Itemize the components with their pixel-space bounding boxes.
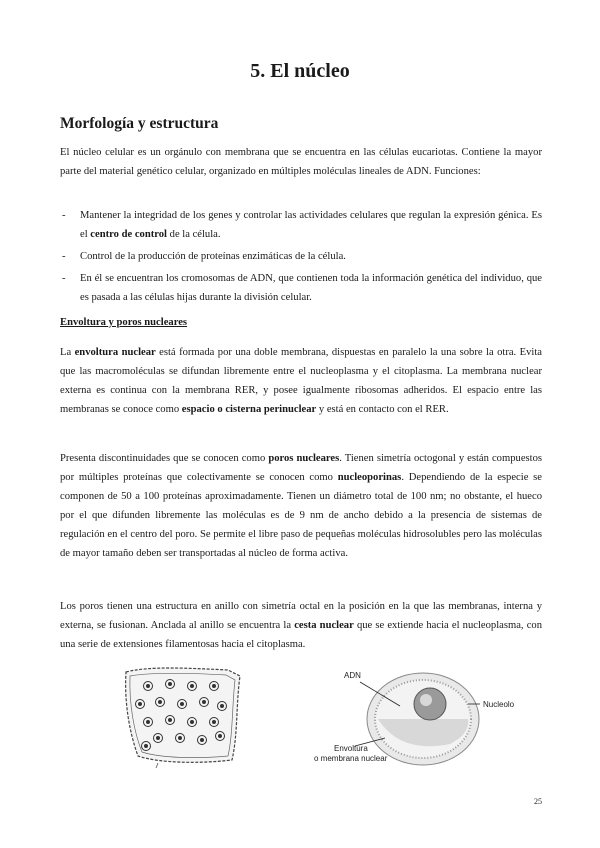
paragraph-anillo: Los poros tienen una estructura en anillo con simetría octal en la posición en la que las membranas, interna y externa, se fusionan. Anclada al anillo se encuentra la cesta nuclear que se extiende hacia el nucleoplasma, con una serie de extensiones filamentosas hacia el citoplasma. <box>60 601 542 650</box>
list-item: - Mantener la integridad de los genes y controlar las actividades celulares que regulan la expresión génica. Es el centro de control de la célula. <box>60 206 542 244</box>
label-nucleolo: Nucleolo <box>483 700 515 709</box>
paragraph-poros: Presenta discontinuidades que se conocen como poros nucleares. Tienen simetría octogonal y están compuestos por múltiples proteínas que colectivamente se conocen como nucleoporinas. Dependiendo de la especie se componen de 50 a 100 proteínas aproximadamente. Tienen un diámetro total de 100 nm; no obstante, el hueco por el que difunden libremente las moléculas es de 9 nm de ancho debido a la presencia de sistemas de regulación en el centro del poro. Se permite el libre paso de pequeñas moléculas hidrosolubles pero las moléculas de mayor tamaño deben ser transportadas al núcleo de forma activa. <box>60 453 543 559</box>
list-dash: - <box>62 210 66 221</box>
list-item: - Control de la producción de proteínas enzimáticas de la célula. <box>60 247 542 266</box>
list-dash: - <box>62 251 66 262</box>
functions-list <box>60 206 542 310</box>
section-heading: Morfología y estructura <box>60 115 219 132</box>
intro-paragraph: El núcleo celular es un orgánulo con membrana que se encuentra en las células eucariotas. Contiene la mayor parte del material genético celular, organizado en múltiples moléculas lineales de ADN. Funciones: <box>60 147 542 177</box>
label-envoltura: Envoltura <box>334 744 368 753</box>
subsection-heading: Envoltura y poros nucleares <box>60 317 188 328</box>
cell-nucleus-diagram <box>300 664 550 769</box>
label-membrana: o membrana nuclear <box>314 754 388 763</box>
page-title: 5. El núcleo <box>250 60 350 82</box>
list-dash: - <box>62 273 66 284</box>
list-item: - En él se encuentran los cromosomas de ADN, que contienen toda la información genética del individuo, que es pasada a las células hijas durante la división celular. <box>60 269 542 307</box>
paragraph-envoltura: La envoltura nuclear está formada por una doble membrana, dispuestas en paralelo la una sobre la otra. Evita que las macromoléculas se difundan libremente entre el nucleoplasma y el citoplasma. La membrana nuclear externa es continua con la membrana RER, y posee igualmente ribosomas adheridos. El espacio entre las membranas se conoce como espacio o cisterna perinuclear y está en contacto con el RER. <box>60 347 542 415</box>
page-number: 25 <box>534 797 542 806</box>
label-adn: ADN <box>344 671 361 680</box>
nuclear-pores-illustration <box>118 664 248 769</box>
